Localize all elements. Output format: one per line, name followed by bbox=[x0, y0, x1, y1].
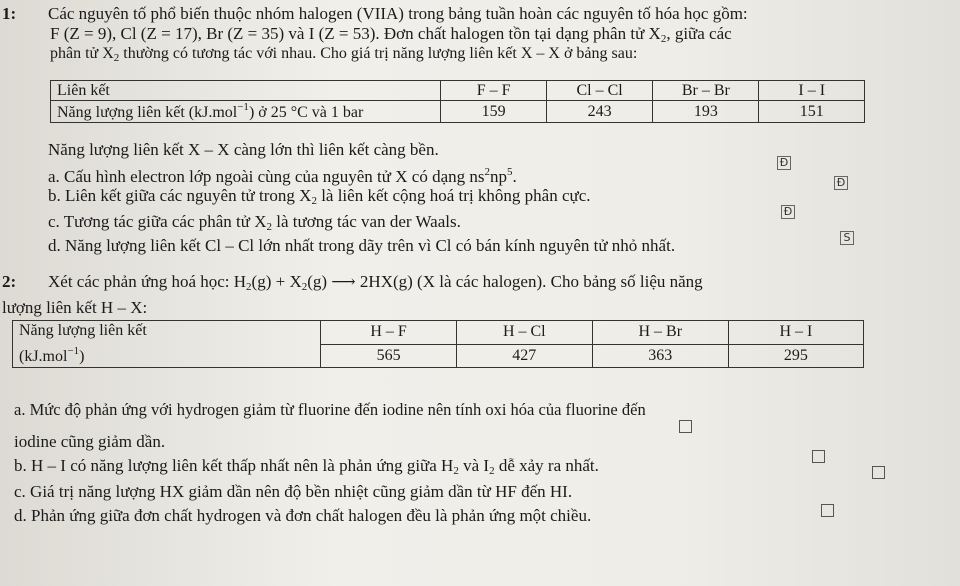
table-header-cell: Cl – Cl bbox=[547, 81, 653, 101]
statement-2d: d. Phản ứng giữa đơn chất hydrogen và đơn chất halogen đều là phản ứng một chiều. bbox=[14, 506, 592, 525]
table-cell: 565 bbox=[321, 344, 456, 368]
statement-1c: c. Tương tác giữa các phân tử $X_2$ là tương tác van der Waals. bbox=[48, 212, 461, 233]
table-cell: 151 bbox=[759, 101, 865, 123]
table-header-cell: I – I bbox=[759, 81, 865, 101]
question-2-line-2: lượng liên kết H – X: bbox=[2, 298, 148, 317]
table-header-cell: H – Br bbox=[592, 321, 728, 345]
question-1-note: Năng lượng liên kết X – X càng lớn thì liên kết càng bền. bbox=[48, 140, 439, 159]
table-header-cell: Liên kết bbox=[51, 81, 441, 101]
table-header-cell: H – I bbox=[728, 321, 863, 345]
table-header-row bbox=[51, 81, 865, 101]
answer-checkbox[interactable] bbox=[872, 466, 885, 479]
statement-2a-line-1: a. Mức độ phản ứng với hydrogen giảm từ fluorine đến iodine nên tính oxi hóa của fluorine đến bbox=[14, 400, 646, 419]
answer-tag-icon[interactable]: Đ bbox=[777, 156, 791, 170]
question-1-number: 1: bbox=[2, 4, 17, 23]
table-cell: 193 bbox=[653, 101, 759, 123]
table-row-label: Năng lượng liên kết (kJ.mol$^{-1}$) ở 25 °C và 1 bar bbox=[51, 101, 441, 123]
statement-1d: d. Năng lượng liên kết Cl – Cl lớn nhất trong dãy trên vì Cl có bán kính nguyên tử nhỏ nhất. bbox=[48, 236, 676, 255]
answer-checkbox[interactable] bbox=[679, 420, 692, 433]
table-row-label: Năng lượng liên kết (kJ.mol$^{-1}$) bbox=[13, 321, 321, 368]
table-header-cell: Br – Br bbox=[653, 81, 759, 101]
question-2-number: 2: bbox=[2, 272, 17, 291]
table-row bbox=[13, 321, 864, 345]
answer-tag-icon[interactable]: S bbox=[840, 231, 854, 245]
statement-2a-line-2: iodine cũng giảm dần. bbox=[14, 432, 166, 451]
table-cell: 243 bbox=[547, 101, 653, 123]
question-1-line-3: phân tử $X_2$ thường có tương tác với nhau. Cho giá trị năng lượng liên kết X – X ở bảng sau: bbox=[50, 45, 638, 64]
statement-1b: b. Liên kết giữa các nguyên tử trong $X_2$ là liên kết cộng hoá trị không phân cực. bbox=[48, 186, 591, 207]
statement-2b: b. H – I có năng lượng liên kết thấp nhất nên là phản ứng giữa $H_2$ và $I_2$ dễ xảy ra nhất. bbox=[14, 456, 599, 477]
table-cell: 363 bbox=[592, 344, 728, 368]
answer-tag-icon[interactable]: Đ bbox=[834, 176, 848, 190]
question-1-line-2: F (Z = 9), Cl (Z = 17), Br (Z = 35) và I (Z = 53). Đơn chất halogen tồn tại dạng phân tử $X_2$, giữa các bbox=[50, 24, 732, 45]
table-row bbox=[51, 101, 865, 123]
table-cell: 295 bbox=[728, 344, 863, 368]
bond-energy-table-h-x bbox=[12, 320, 864, 368]
table-cell: 159 bbox=[441, 101, 547, 123]
table-header-cell: H – F bbox=[321, 321, 456, 345]
answer-checkbox[interactable] bbox=[812, 450, 825, 463]
table-header-cell: H – Cl bbox=[456, 321, 592, 345]
bond-energy-table-x-x bbox=[50, 80, 865, 123]
statement-1a: a. Cấu hình electron lớp ngoài cùng của nguyên tử X có dạng $ns^2np^5$. bbox=[48, 166, 517, 186]
question-2-intro: Xét các phản ứng hoá học: $H_2(g) + X_2(g)$ ⟶ 2HX(g) (X là các halogen). Cho bảng số liệu năng bbox=[48, 272, 703, 293]
answer-tag-icon[interactable]: Đ bbox=[781, 205, 795, 219]
answer-checkbox[interactable] bbox=[821, 504, 834, 517]
table-cell: 427 bbox=[456, 344, 592, 368]
table-header-cell: F – F bbox=[441, 81, 547, 101]
question-1-line-1: Các nguyên tố phổ biến thuộc nhóm halogen (VIIA) trong bảng tuần hoàn các nguyên tố hóa học gồm: bbox=[48, 4, 748, 23]
statement-2c: c. Giá trị năng lượng HX giảm dần nên độ bền nhiệt cũng giảm dần từ HF đến HI. bbox=[14, 482, 573, 501]
